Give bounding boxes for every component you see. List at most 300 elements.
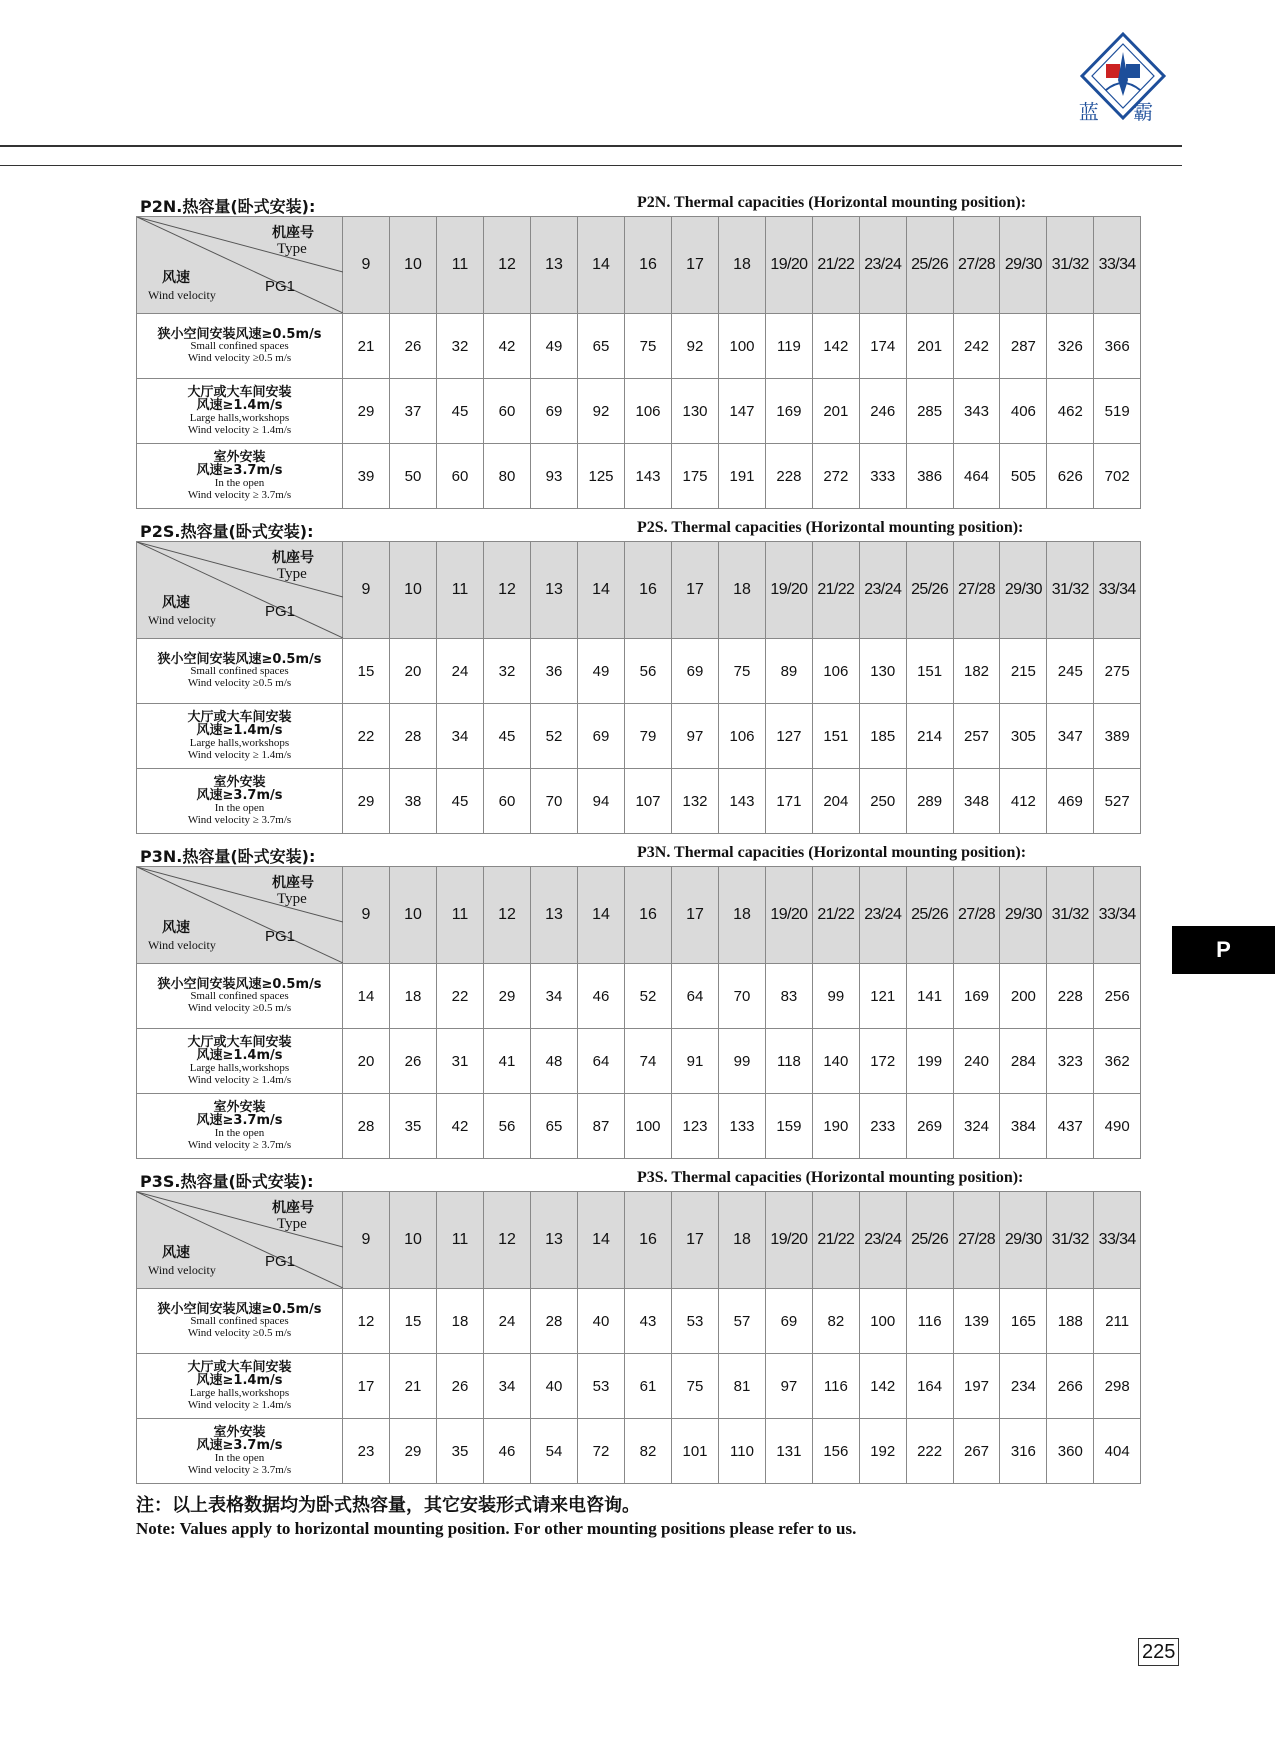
row-label-cn-velocity: 风速≥1.4m/s — [196, 1373, 283, 1389]
table-cell: 82 — [625, 1419, 672, 1484]
table-cell: 348 — [953, 769, 1000, 834]
table-cell: 462 — [1047, 379, 1094, 444]
table-cell: 316 — [1000, 1419, 1047, 1484]
column-header: 23/24 — [859, 542, 906, 639]
table-cell: 15 — [343, 639, 390, 704]
table-cell: 298 — [1094, 1354, 1141, 1419]
table-cell: 116 — [906, 1289, 953, 1354]
wind-label-en: Wind velocity — [148, 288, 216, 302]
table-cell: 384 — [1000, 1094, 1047, 1159]
table-cell: 74 — [625, 1029, 672, 1094]
row-label-en-velocity: Wind velocity ≥ 1.4m/s — [187, 748, 292, 761]
row-label-cn: 室外安装 — [213, 1424, 266, 1440]
row-label-en: In the open — [214, 477, 265, 490]
table-cell: 87 — [578, 1094, 625, 1159]
row-label — [137, 444, 343, 509]
column-header: 25/26 — [906, 542, 953, 639]
table-cell: 46 — [578, 964, 625, 1029]
table-cell: 93 — [531, 444, 578, 509]
header-corner-cell — [137, 1192, 343, 1289]
table-cell: 65 — [531, 1094, 578, 1159]
row-label-en-velocity: Wind velocity ≥0.5 m/s — [187, 351, 292, 364]
table-cell: 169 — [766, 379, 813, 444]
table-cell: 81 — [719, 1354, 766, 1419]
table-cell: 142 — [859, 1354, 906, 1419]
frame-label: PG1 — [265, 928, 296, 945]
column-header: 11 — [437, 867, 484, 964]
row-label-en-velocity: Wind velocity ≥ 1.4m/s — [187, 1398, 292, 1411]
table-cell: 366 — [1094, 314, 1141, 379]
table-header-row — [137, 542, 1141, 639]
section-tab-p: P — [1172, 926, 1275, 974]
table-cell: 60 — [484, 379, 531, 444]
row-label-cn: 狭小空间安装风速≥0.5m/s — [157, 326, 322, 342]
table-cell: 89 — [766, 639, 813, 704]
wind-label-cn: 风速 — [162, 1245, 190, 1261]
table-cell: 519 — [1094, 379, 1141, 444]
row-label-cn: 大厅或大车间安装 — [187, 1034, 292, 1050]
table-cell: 82 — [812, 1289, 859, 1354]
table-cell: 21 — [390, 1354, 437, 1419]
table-cell: 75 — [719, 639, 766, 704]
table-cell: 49 — [531, 314, 578, 379]
table-cell: 142 — [812, 314, 859, 379]
table-cell: 269 — [906, 1094, 953, 1159]
table-cell: 192 — [859, 1419, 906, 1484]
table-cell: 133 — [719, 1094, 766, 1159]
table-cell: 469 — [1047, 769, 1094, 834]
table-row — [137, 704, 1141, 769]
section-heading — [136, 194, 1140, 216]
row-label — [137, 379, 343, 444]
row-label-en-velocity: Wind velocity ≥ 3.7m/s — [187, 813, 292, 826]
thermal-section — [136, 194, 1140, 509]
table-cell: 65 — [578, 314, 625, 379]
wind-label-en: Wind velocity — [148, 938, 216, 952]
column-header: 17 — [672, 867, 719, 964]
row-label-cn: 大厅或大车间安装 — [187, 1359, 292, 1375]
table-cell: 151 — [906, 639, 953, 704]
table-cell: 69 — [531, 379, 578, 444]
table-cell: 53 — [672, 1289, 719, 1354]
table-cell: 40 — [578, 1289, 625, 1354]
table-cell: 29 — [343, 379, 390, 444]
row-label-en-velocity: Wind velocity ≥ 1.4m/s — [187, 1073, 292, 1086]
table-cell: 143 — [719, 769, 766, 834]
table-cell: 240 — [953, 1029, 1000, 1094]
table-cell: 45 — [484, 704, 531, 769]
column-header: 13 — [531, 1192, 578, 1289]
row-label-en-velocity: Wind velocity ≥ 3.7m/s — [187, 1463, 292, 1476]
table-cell: 17 — [343, 1354, 390, 1419]
table-cell: 61 — [625, 1354, 672, 1419]
row-label-en: Small confined spaces — [190, 990, 289, 1003]
column-header: 11 — [437, 217, 484, 314]
type-label-cn: 机座号 — [272, 875, 314, 891]
column-header: 29/30 — [1000, 542, 1047, 639]
column-header: 19/20 — [766, 867, 813, 964]
table-cell: 201 — [812, 379, 859, 444]
table-cell: 118 — [766, 1029, 813, 1094]
table-cell: 165 — [1000, 1289, 1047, 1354]
table-cell: 31 — [437, 1029, 484, 1094]
logo-text: 蓝 霸 — [1078, 100, 1168, 124]
table-cell: 505 — [1000, 444, 1047, 509]
table-cell: 52 — [531, 704, 578, 769]
table-cell: 29 — [343, 769, 390, 834]
table-cell: 256 — [1094, 964, 1141, 1029]
table-row — [137, 1289, 1141, 1354]
table-cell: 60 — [437, 444, 484, 509]
table-row — [137, 1029, 1141, 1094]
row-label-cn-velocity: 风速≥1.4m/s — [196, 723, 283, 739]
column-header: 19/20 — [766, 542, 813, 639]
table-cell: 211 — [1094, 1289, 1141, 1354]
column-header: 17 — [672, 1192, 719, 1289]
table-cell: 175 — [672, 444, 719, 509]
table-cell: 347 — [1047, 704, 1094, 769]
table-cell: 32 — [484, 639, 531, 704]
table-cell: 285 — [906, 379, 953, 444]
footnote — [136, 1491, 856, 1539]
table-row — [137, 314, 1141, 379]
table-cell: 267 — [953, 1419, 1000, 1484]
table-cell: 70 — [719, 964, 766, 1029]
table-cell: 20 — [390, 639, 437, 704]
column-header: 21/22 — [812, 217, 859, 314]
type-label-en: Type — [277, 1216, 307, 1232]
row-label-en: Large halls,workshops — [189, 1062, 290, 1075]
table-cell: 26 — [390, 1029, 437, 1094]
column-header: 18 — [719, 542, 766, 639]
column-header: 33/34 — [1094, 542, 1141, 639]
row-label-cn: 室外安装 — [213, 1099, 266, 1115]
table-cell: 333 — [859, 444, 906, 509]
table-cell: 164 — [906, 1354, 953, 1419]
table-cell: 289 — [906, 769, 953, 834]
table-cell: 41 — [484, 1029, 531, 1094]
table-cell: 35 — [390, 1094, 437, 1159]
header-corner-cell — [137, 217, 343, 314]
column-header: 14 — [578, 217, 625, 314]
table-cell: 386 — [906, 444, 953, 509]
table-cell: 97 — [672, 704, 719, 769]
table-cell: 404 — [1094, 1419, 1141, 1484]
thermal-section — [136, 1169, 1140, 1484]
table-cell: 204 — [812, 769, 859, 834]
column-header: 9 — [343, 867, 390, 964]
table-cell: 250 — [859, 769, 906, 834]
table-cell: 151 — [812, 704, 859, 769]
column-header: 25/26 — [906, 867, 953, 964]
table-cell: 45 — [437, 379, 484, 444]
table-cell: 214 — [906, 704, 953, 769]
row-label-en: In the open — [214, 1452, 265, 1465]
table-cell: 92 — [672, 314, 719, 379]
table-cell: 191 — [719, 444, 766, 509]
table-cell: 228 — [1047, 964, 1094, 1029]
table-cell: 228 — [766, 444, 813, 509]
table-cell: 56 — [625, 639, 672, 704]
table-header-row — [137, 217, 1141, 314]
table-cell: 185 — [859, 704, 906, 769]
type-label-en: Type — [277, 891, 307, 907]
table-cell: 257 — [953, 704, 1000, 769]
column-header: 10 — [390, 867, 437, 964]
table-cell: 272 — [812, 444, 859, 509]
column-header: 14 — [578, 1192, 625, 1289]
table-cell: 12 — [343, 1289, 390, 1354]
column-header: 27/28 — [953, 867, 1000, 964]
column-header: 21/22 — [812, 542, 859, 639]
table-cell: 215 — [1000, 639, 1047, 704]
column-header: 17 — [672, 542, 719, 639]
table-row — [137, 769, 1141, 834]
column-header: 18 — [719, 217, 766, 314]
table-cell: 172 — [859, 1029, 906, 1094]
column-header: 21/22 — [812, 1192, 859, 1289]
column-header: 31/32 — [1047, 867, 1094, 964]
table-cell: 99 — [812, 964, 859, 1029]
column-header: 11 — [437, 542, 484, 639]
column-header: 25/26 — [906, 217, 953, 314]
table-cell: 200 — [1000, 964, 1047, 1029]
table-cell: 70 — [531, 769, 578, 834]
footnote-cn: 注：以上表格数据均为卧式热容量，其它安装形式请来电咨询。 — [136, 1495, 640, 1516]
row-label-cn-velocity: 风速≥3.7m/s — [196, 463, 283, 479]
type-label-en: Type — [277, 566, 307, 582]
table-cell: 21 — [343, 314, 390, 379]
table-cell: 174 — [859, 314, 906, 379]
table-cell: 75 — [672, 1354, 719, 1419]
thermal-section — [136, 844, 1140, 1159]
table-cell: 121 — [859, 964, 906, 1029]
column-header: 14 — [578, 867, 625, 964]
table-cell: 527 — [1094, 769, 1141, 834]
column-header: 27/28 — [953, 1192, 1000, 1289]
table-cell: 79 — [625, 704, 672, 769]
table-cell: 91 — [672, 1029, 719, 1094]
table-cell: 57 — [719, 1289, 766, 1354]
table-cell: 34 — [437, 704, 484, 769]
table-cell: 14 — [343, 964, 390, 1029]
column-header: 11 — [437, 1192, 484, 1289]
table-cell: 92 — [578, 379, 625, 444]
column-header: 33/34 — [1094, 867, 1141, 964]
column-header: 12 — [484, 1192, 531, 1289]
table-cell: 28 — [390, 704, 437, 769]
table-cell: 38 — [390, 769, 437, 834]
type-label-en: Type — [277, 241, 307, 257]
row-label-en: Large halls,workshops — [189, 1387, 290, 1400]
column-header: 31/32 — [1047, 1192, 1094, 1289]
column-header: 25/26 — [906, 1192, 953, 1289]
table-cell: 116 — [812, 1354, 859, 1419]
row-label-en: Small confined spaces — [190, 665, 289, 678]
section-title-en: P2N. Thermal capacities (Horizontal mounting position): — [637, 194, 1027, 211]
table-cell: 46 — [484, 1419, 531, 1484]
column-header: 10 — [390, 542, 437, 639]
table-cell: 406 — [1000, 379, 1047, 444]
row-label — [137, 769, 343, 834]
table-cell: 18 — [437, 1289, 484, 1354]
column-header: 21/22 — [812, 867, 859, 964]
column-header: 16 — [625, 217, 672, 314]
table-row — [137, 1094, 1141, 1159]
table-cell: 139 — [953, 1289, 1000, 1354]
table-cell: 80 — [484, 444, 531, 509]
table-cell: 49 — [578, 639, 625, 704]
table-cell: 28 — [343, 1094, 390, 1159]
column-header: 9 — [343, 1192, 390, 1289]
column-header: 16 — [625, 1192, 672, 1289]
row-label — [137, 1289, 343, 1354]
table-header-row — [137, 1192, 1141, 1289]
column-header: 12 — [484, 867, 531, 964]
table-cell: 29 — [390, 1419, 437, 1484]
table-cell: 22 — [437, 964, 484, 1029]
table-cell: 83 — [766, 964, 813, 1029]
thermal-capacity-table — [136, 216, 1141, 509]
table-cell: 106 — [812, 639, 859, 704]
row-label — [137, 639, 343, 704]
row-label-cn: 狭小空间安装风速≥0.5m/s — [157, 1301, 322, 1317]
table-cell: 123 — [672, 1094, 719, 1159]
table-cell: 32 — [437, 314, 484, 379]
table-cell: 36 — [531, 639, 578, 704]
column-header: 27/28 — [953, 542, 1000, 639]
table-cell: 362 — [1094, 1029, 1141, 1094]
thermal-capacity-table — [136, 541, 1141, 834]
section-title-en: P2S. Thermal capacities (Horizontal mounting position): — [637, 519, 1024, 536]
table-cell: 26 — [390, 314, 437, 379]
column-header: 16 — [625, 542, 672, 639]
table-cell: 140 — [812, 1029, 859, 1094]
row-label-en-velocity: Wind velocity ≥ 3.7m/s — [187, 488, 292, 501]
column-header: 31/32 — [1047, 542, 1094, 639]
table-cell: 37 — [390, 379, 437, 444]
table-row — [137, 379, 1141, 444]
column-header: 16 — [625, 867, 672, 964]
column-header: 10 — [390, 217, 437, 314]
type-label-cn: 机座号 — [272, 1200, 314, 1216]
section-heading — [136, 1169, 1140, 1191]
row-label — [137, 1419, 343, 1484]
table-cell: 389 — [1094, 704, 1141, 769]
table-cell: 35 — [437, 1419, 484, 1484]
table-cell: 222 — [906, 1419, 953, 1484]
row-label-en: Small confined spaces — [190, 340, 289, 353]
frame-label: PG1 — [265, 278, 296, 295]
column-header: 9 — [343, 217, 390, 314]
table-cell: 101 — [672, 1419, 719, 1484]
table-cell: 53 — [578, 1354, 625, 1419]
row-label-cn-velocity: 风速≥3.7m/s — [196, 788, 283, 804]
table-cell: 100 — [719, 314, 766, 379]
column-header: 29/30 — [1000, 1192, 1047, 1289]
table-row — [137, 1419, 1141, 1484]
table-cell: 24 — [484, 1289, 531, 1354]
table-cell: 52 — [625, 964, 672, 1029]
table-cell: 199 — [906, 1029, 953, 1094]
row-label-cn: 狭小空间安装风速≥0.5m/s — [157, 976, 322, 992]
row-label-en-velocity: Wind velocity ≥0.5 m/s — [187, 1001, 292, 1014]
table-cell: 110 — [719, 1419, 766, 1484]
thermal-capacity-table — [136, 866, 1141, 1159]
row-label-en-velocity: Wind velocity ≥0.5 m/s — [187, 676, 292, 689]
table-cell: 245 — [1047, 639, 1094, 704]
column-header: 33/34 — [1094, 217, 1141, 314]
column-header: 29/30 — [1000, 867, 1047, 964]
column-header: 31/32 — [1047, 217, 1094, 314]
table-cell: 94 — [578, 769, 625, 834]
table-cell: 18 — [390, 964, 437, 1029]
table-cell: 15 — [390, 1289, 437, 1354]
table-cell: 100 — [625, 1094, 672, 1159]
column-header: 18 — [719, 1192, 766, 1289]
row-label-cn: 大厅或大车间安装 — [187, 709, 292, 725]
frame-label: PG1 — [265, 1253, 296, 1270]
table-cell: 190 — [812, 1094, 859, 1159]
table-cell: 201 — [906, 314, 953, 379]
section-title-en: P3S. Thermal capacities (Horizontal mounting position): — [637, 1169, 1024, 1186]
row-label-en: Small confined spaces — [190, 1315, 289, 1328]
table-cell: 22 — [343, 704, 390, 769]
column-header: 23/24 — [859, 1192, 906, 1289]
row-label — [137, 1354, 343, 1419]
column-header: 23/24 — [859, 217, 906, 314]
row-label — [137, 314, 343, 379]
table-cell: 323 — [1047, 1029, 1094, 1094]
table-cell: 72 — [578, 1419, 625, 1484]
section-title-cn: P2S.热容量(卧式安装): — [140, 522, 314, 541]
table-cell: 246 — [859, 379, 906, 444]
type-label-cn: 机座号 — [272, 550, 314, 566]
table-cell: 119 — [766, 314, 813, 379]
column-header: 17 — [672, 217, 719, 314]
table-cell: 287 — [1000, 314, 1047, 379]
wind-label-en: Wind velocity — [148, 1263, 216, 1277]
table-cell: 284 — [1000, 1029, 1047, 1094]
section-title-cn: P3S.热容量(卧式安装): — [140, 1172, 314, 1191]
footnote-en: Note: Values apply to horizontal mounting position. For other mounting positions please refer to us. — [136, 1519, 857, 1538]
table-cell: 626 — [1047, 444, 1094, 509]
column-header: 12 — [484, 217, 531, 314]
column-header: 13 — [531, 542, 578, 639]
row-label-cn-velocity: 风速≥1.4m/s — [196, 1048, 283, 1064]
column-header: 9 — [343, 542, 390, 639]
table-cell: 39 — [343, 444, 390, 509]
table-cell: 169 — [953, 964, 1000, 1029]
table-cell: 100 — [859, 1289, 906, 1354]
row-label-cn-velocity: 风速≥3.7m/s — [196, 1438, 283, 1454]
table-cell: 132 — [672, 769, 719, 834]
column-header: 14 — [578, 542, 625, 639]
table-cell: 412 — [1000, 769, 1047, 834]
type-label-cn: 机座号 — [272, 225, 314, 241]
table-cell: 234 — [1000, 1354, 1047, 1419]
table-cell: 275 — [1094, 639, 1141, 704]
row-label-cn: 室外安装 — [213, 449, 266, 465]
table-cell: 60 — [484, 769, 531, 834]
column-header: 13 — [531, 217, 578, 314]
header-corner-cell — [137, 542, 343, 639]
table-cell: 130 — [672, 379, 719, 444]
table-cell: 29 — [484, 964, 531, 1029]
table-cell: 26 — [437, 1354, 484, 1419]
section-title-en: P3N. Thermal capacities (Horizontal mounting position): — [637, 844, 1027, 861]
row-label-en-velocity: Wind velocity ≥ 1.4m/s — [187, 423, 292, 436]
